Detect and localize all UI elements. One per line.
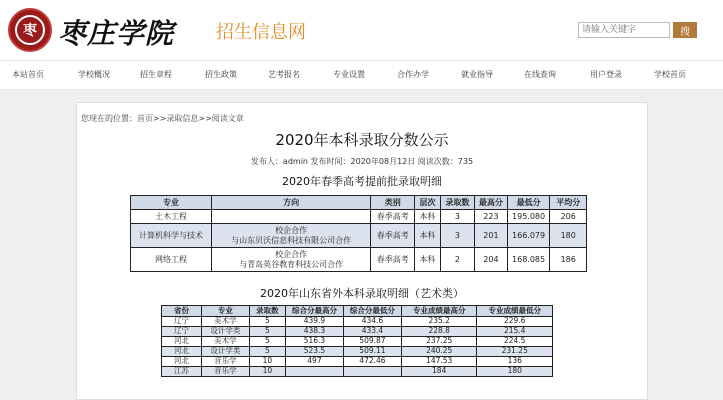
table-header: 综合分最高分	[286, 306, 344, 317]
table-cell: 校企合作 与青岛英谷教育科技公司合作	[212, 248, 371, 272]
table-cell: 河北	[162, 357, 202, 367]
table-cell: 186	[550, 248, 587, 272]
article-meta: 发布人：admin 发布时间：2020年08月12日 阅读次数：735	[250, 157, 474, 166]
section2-title: 2020年山东省外本科录取明细（艺术类）	[260, 287, 464, 300]
table-cell: 5	[249, 337, 285, 347]
table-cell: 河北	[162, 347, 202, 357]
table-cell: 辽宁	[162, 327, 202, 337]
table-cell: 229.6	[477, 317, 553, 327]
table-header: 平均分	[550, 196, 587, 210]
table-cell: 235.2	[401, 317, 477, 327]
table-cell: 美术学	[202, 337, 250, 347]
table-header: 专业成绩最低分	[477, 306, 553, 317]
table-cell: 音乐学	[202, 367, 250, 377]
table-header: 类别	[371, 196, 415, 210]
table-row	[162, 357, 553, 367]
table-cell: 江苏	[162, 367, 202, 377]
table-cell: 204	[475, 248, 508, 272]
table-cell: 166.079	[507, 224, 550, 248]
table-header: 最低分	[507, 196, 550, 210]
table-cell: 设计学类	[202, 347, 250, 357]
table-cell: 计算机科学与技术	[131, 224, 212, 248]
table-cell: 195.080	[507, 210, 550, 224]
table-cell: 168.085	[507, 248, 550, 272]
table-cell: 春季高考	[371, 224, 415, 248]
table-header: 综合分最低分	[343, 306, 401, 317]
table-cell: 438.3	[286, 327, 344, 337]
table-cell: 校企合作 与山东贝沃信息科技有限公司合作	[212, 224, 371, 248]
section1-title: 2020年春季高考提前批录取明细	[282, 175, 442, 188]
table-cell: 206	[550, 210, 587, 224]
table-cell: 439.9	[286, 317, 344, 327]
table-header: 录取数	[249, 306, 285, 317]
table-cell: 215.4	[477, 327, 553, 337]
nav-item-home[interactable]: 本站首页	[12, 70, 44, 79]
table-row	[162, 337, 553, 347]
search-button[interactable]: 搜	[673, 22, 697, 38]
art-admission-table	[161, 305, 553, 377]
table-cell: 509.87	[343, 337, 401, 347]
breadcrumb: 您现在的位置：首页>>录取信息>>阅读文章	[81, 114, 244, 123]
school-logo-text[interactable]: 枣庄学院	[58, 17, 175, 50]
table-cell: 土木工程	[131, 210, 212, 224]
table-row	[162, 347, 553, 357]
table-cell	[343, 367, 401, 377]
table-cell: 10	[249, 367, 285, 377]
table-header: 省份	[162, 306, 202, 317]
table-cell: 136	[477, 357, 553, 367]
table-row	[162, 317, 553, 327]
seal-char: 枣	[15, 15, 45, 45]
table-cell: 3	[440, 224, 474, 248]
table-cell: 辽宁	[162, 317, 202, 327]
table-cell: 本科	[415, 210, 441, 224]
nav-item-policy[interactable]: 招生政策	[205, 70, 237, 79]
nav-item-charter[interactable]: 招生章程	[140, 70, 172, 79]
nav-item-art-registration[interactable]: 艺考报名	[268, 70, 300, 79]
table-cell	[286, 367, 344, 377]
search-input[interactable]	[578, 22, 670, 38]
nav-item-login[interactable]: 用户登录	[590, 70, 622, 79]
table-cell: 223	[475, 210, 508, 224]
table-cell: 本科	[415, 248, 441, 272]
table-cell: 509.11	[343, 347, 401, 357]
table-header: 专业	[202, 306, 250, 317]
main-nav	[0, 60, 723, 90]
table-cell: 224.5	[477, 337, 553, 347]
nav-item-online-query[interactable]: 在线查询	[524, 70, 556, 79]
table-cell: 516.3	[286, 337, 344, 347]
table-cell: 180	[477, 367, 553, 377]
nav-item-overview[interactable]: 学校概况	[78, 70, 110, 79]
school-seal-icon[interactable]	[8, 8, 52, 52]
table-cell: 网络工程	[131, 248, 212, 272]
article-panel	[76, 102, 648, 400]
table-cell: 240.25	[401, 347, 477, 357]
article-title: 2020年本科录取分数公示	[275, 131, 449, 149]
table-row	[131, 210, 587, 224]
table-cell: 10	[249, 357, 285, 367]
table-row	[131, 224, 587, 248]
table-cell: 237.25	[401, 337, 477, 347]
nav-item-majors[interactable]: 专业设置	[333, 70, 365, 79]
table-cell: 音乐学	[202, 357, 250, 367]
table-cell: 设计学类	[202, 327, 250, 337]
table-cell: 180	[550, 224, 587, 248]
table-cell: 472.46	[343, 357, 401, 367]
table-header: 层次	[415, 196, 441, 210]
table-cell: 433.4	[343, 327, 401, 337]
spring-exam-table	[130, 195, 587, 272]
site-header	[0, 0, 723, 60]
table-cell	[212, 210, 371, 224]
site-title: 招生信息网	[216, 22, 306, 43]
table-header: 专业	[131, 196, 212, 210]
table-header: 专业成绩最高分	[401, 306, 477, 317]
table-cell: 497	[286, 357, 344, 367]
table-cell: 5	[249, 347, 285, 357]
nav-item-cooperation[interactable]: 合作办学	[397, 70, 429, 79]
table-cell: 231.25	[477, 347, 553, 357]
nav-item-employment[interactable]: 就业指导	[461, 70, 493, 79]
table-cell: 434.6	[343, 317, 401, 327]
table-cell: 河北	[162, 337, 202, 347]
table-cell: 美术学	[202, 317, 250, 327]
table-cell: 147.53	[401, 357, 477, 367]
table-header: 方向	[212, 196, 371, 210]
table-cell: 春季高考	[371, 210, 415, 224]
table-cell: 3	[440, 210, 474, 224]
table-row	[131, 248, 587, 272]
table-header: 最高分	[475, 196, 508, 210]
table-row	[162, 327, 553, 337]
table-cell: 春季高考	[371, 248, 415, 272]
table-cell: 5	[249, 317, 285, 327]
table-cell: 201	[475, 224, 508, 248]
table-cell: 本科	[415, 224, 441, 248]
table-cell: 184	[401, 367, 477, 377]
table-header: 录取数	[440, 196, 474, 210]
nav-item-school-home[interactable]: 学校首页	[654, 70, 686, 79]
table-cell: 2	[440, 248, 474, 272]
table-cell: 228.8	[401, 327, 477, 337]
table-cell: 5	[249, 327, 285, 337]
table-row	[162, 367, 553, 377]
table-cell: 523.5	[286, 347, 344, 357]
